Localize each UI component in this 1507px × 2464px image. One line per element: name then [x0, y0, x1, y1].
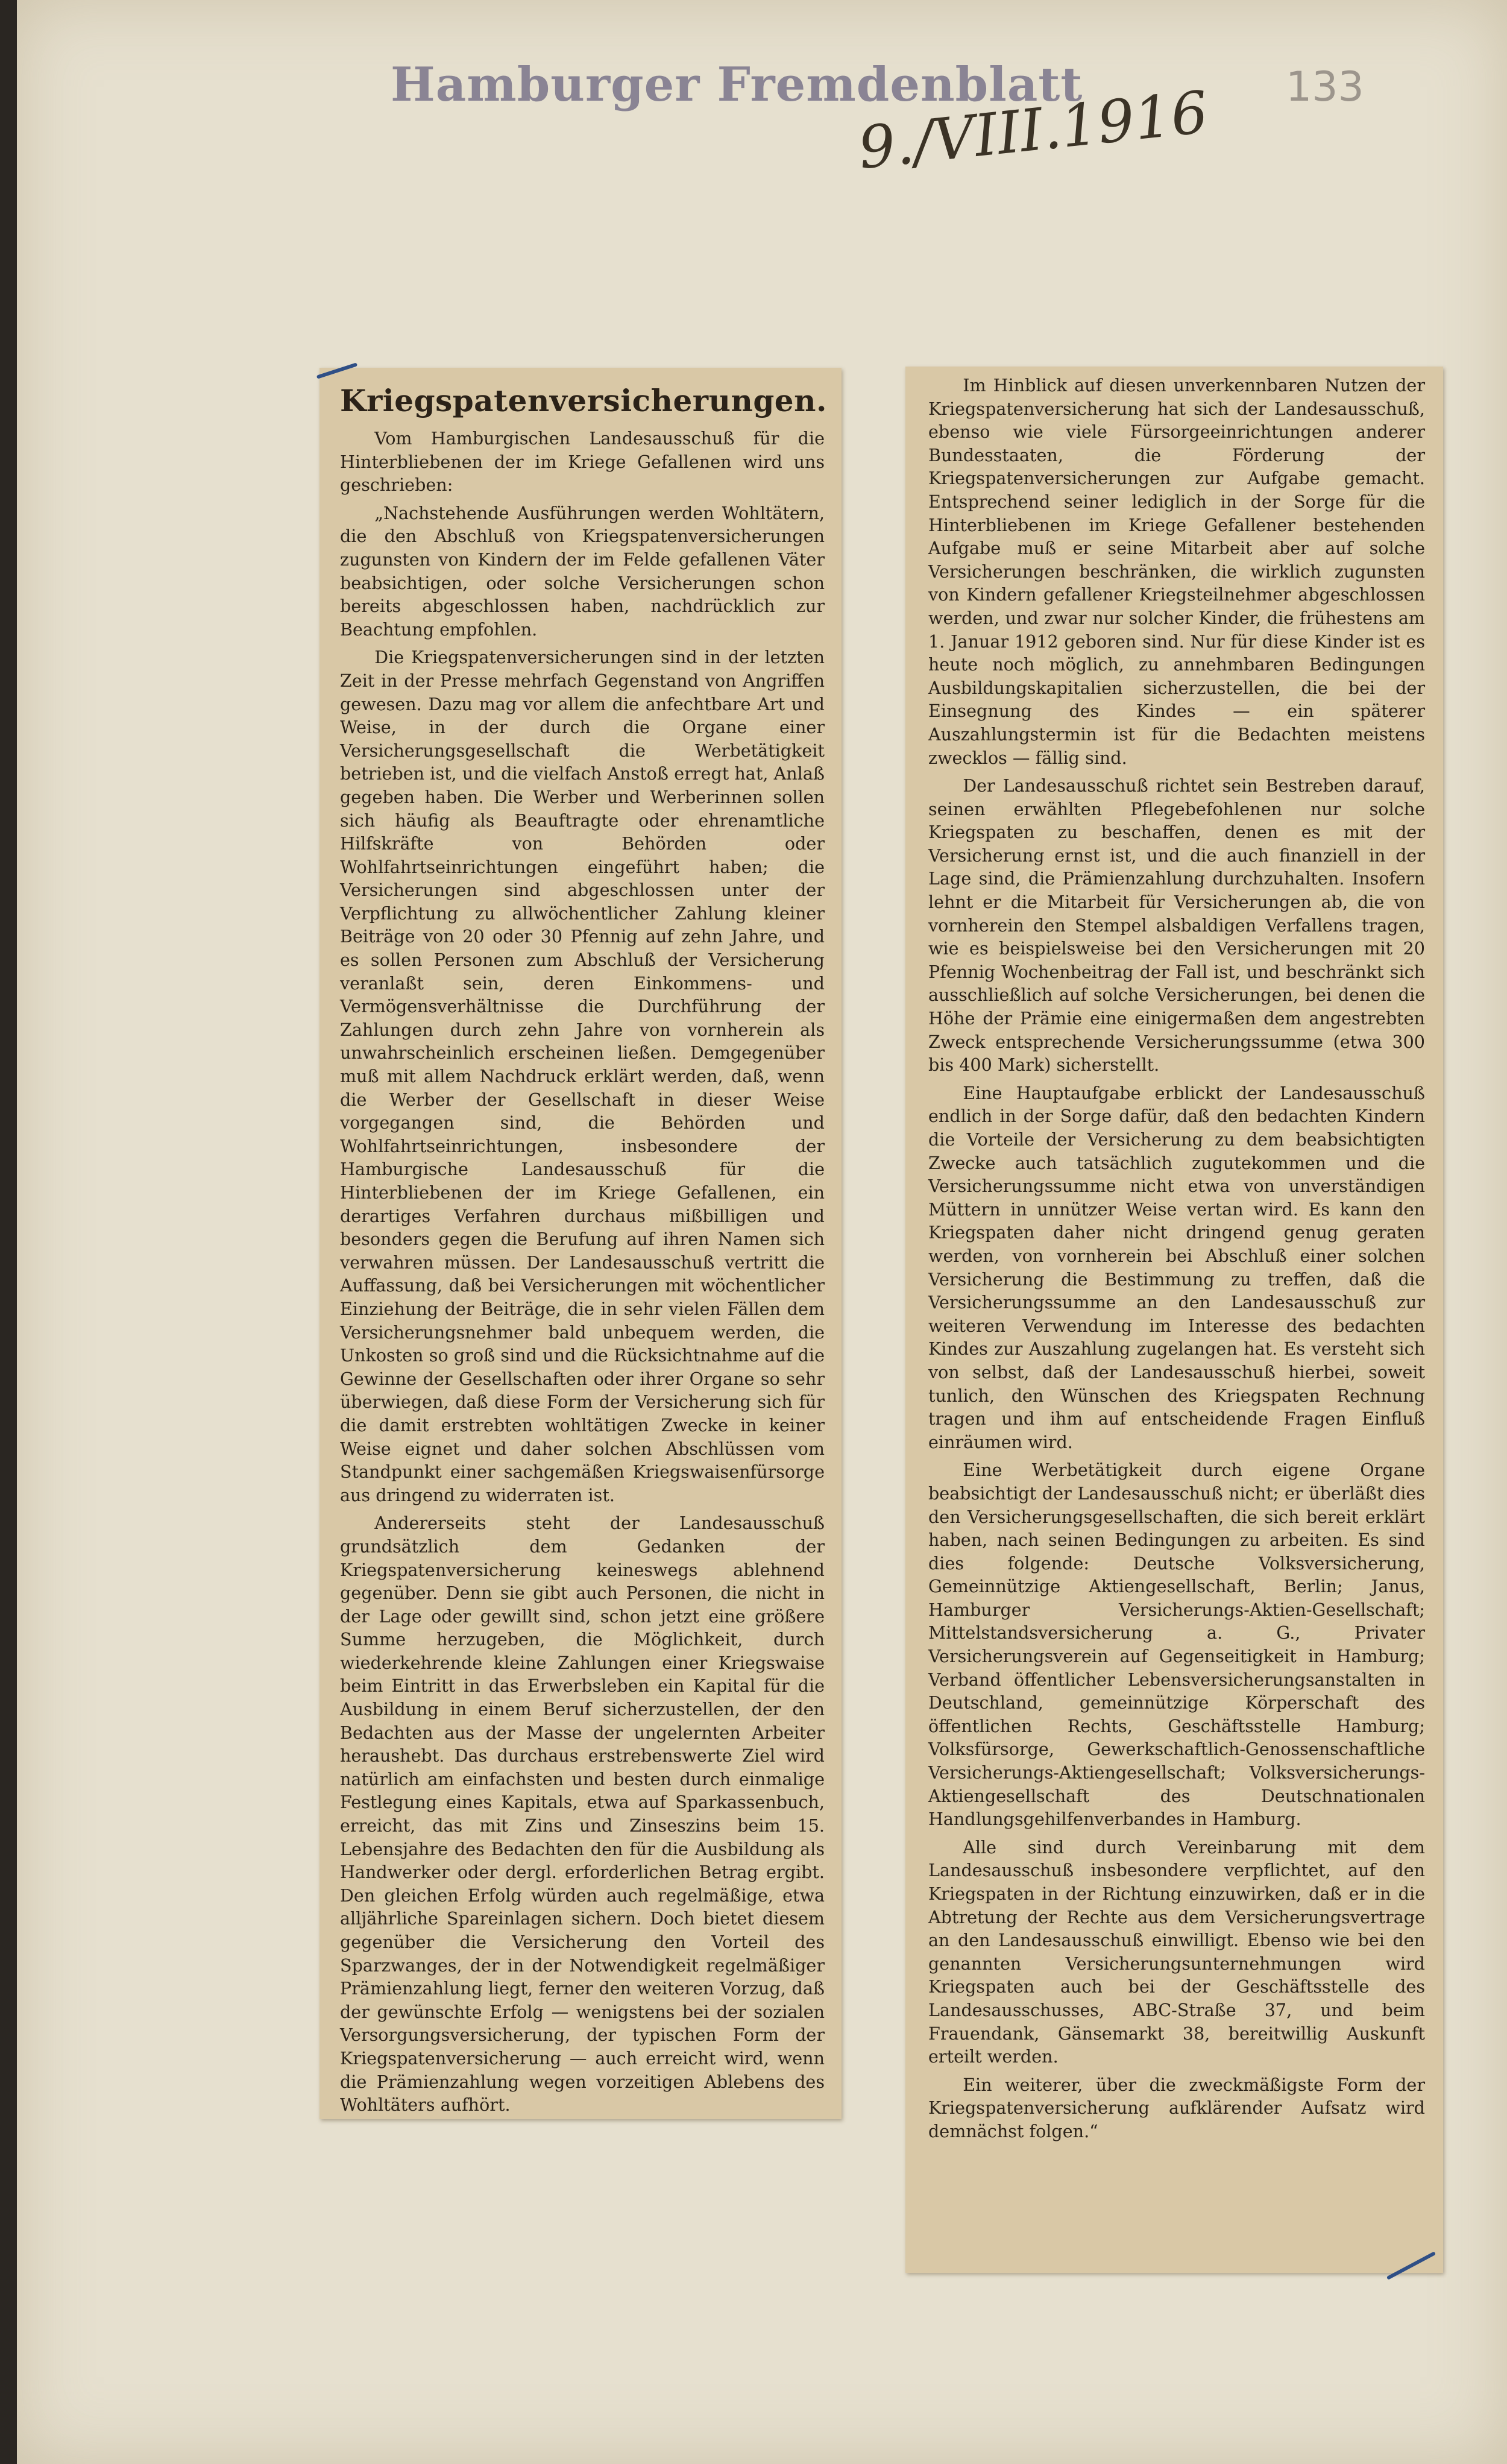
paragraph: Im Hinblick auf diesen unverkennbaren Nutzen der Kriegspatenversicherung hat sich der Landesausschuß, ebenso wie viele Fürsorgeeinrichtungen anderer Bundesstaaten, die Förderung der Kriegspatenversicherungen zur Aufgabe gemacht. Entsprechend seiner lediglich in der Sorge für die Hinterbliebenen im Kriege Gefallener bestehenden Aufgabe muß er seine Mitarbeit aber auf solche Versicherungen beschränken, die wirklich zugunsten von Kindern gefallener Kriegsteilnehmer abgeschlossen werden, und zwar nur solcher Kinder, die frühestens am 1. Januar 1912 geboren sind. Nur für diese Kinder ist es heute noch möglich, zu annehmbaren Bedingungen Ausbildungskapitalien sicherzustellen, die bei der Einsegnung des Kindes — ein späterer Auszahlungstermin ist für die Bedachten meistens zwecklos — fällig sind. [928, 375, 1425, 768]
newspaper-stamp: Hamburger Fremdenblatt [391, 57, 1083, 112]
paragraph: „Nachstehende Ausführungen werden Wohltätern, die den Abschluß von Kriegspatenversicherungen zugunsten von Kindern der im Felde gefallenen Väter beabsichtigen, oder solche Versicherungen schon bereits abgeschlossen haben, nachdrücklich zur Beachtung empfohlen. [340, 502, 825, 640]
paragraph: Alle sind durch Vereinbarung mit dem Landesausschuß insbesondere verpflichtet, auf den Kriegspaten in der Richtung einzuwirken, daß er in die Abtretung der Rechte aus dem Versicherungsvertrage an den Landesausschuß einwilligt. Ebenso wie bei den genannten Versicherungsunternehmungen wird Kriegspaten auch bei der Geschäftsstelle des Landesausschusses, ABC-Straße 37, und beim Frauendank, Gänsemarkt 38, bereitwillig Auskunft erteilt werden. [928, 1836, 1425, 2067]
article-title: Kriegspatenversicherungen. [340, 383, 827, 418]
handwritten-date: 9./VIII.1916 [855, 78, 1212, 183]
paragraph: Eine Hauptaufgabe erblickt der Landesausschuß endlich in der Sorge dafür, daß den bedachten Kindern die Vorteile der Versicherung zu dem beabsichtigten Zwecke auch tatsächlich zugutekommen und die Versicherungssumme nicht etwa von unverständigen Müttern in unnützer Weise vertan wird. Es kann den Kriegspaten daher nicht dringend genug geraten werden, von vornherein bei Abschluß einer solchen Versicherung die Bestimmung zu treffen, daß die Versicherungssumme an den Landesausschuß zur weiteren Verwendung im Interesse des bedachten Kindes zur Auszahlung zugelangen hat. Es versteht sich von selbst, daß der Landesausschuß hierbei, soweit tunlich, den Wünschen des Kriegspaten Rechnung tragen und ihm auf entscheidende Fragen Einfluß einräumen wird. [928, 1082, 1425, 1452]
paragraph: Der Landesausschuß richtet sein Bestreben darauf, seinen erwählten Pflegebefohlenen nur solche Kriegspaten zu beschaffen, denen es mit der Versicherung ernst ist, und die auch finanziell in der Lage sind, die Prämienzahlung durchzuhalten. Insofern lehnt er die Mitarbeit für Versicherungen ab, die von vornherein den Stempel alsbaldigen Verfallens tragen, wie es beispielsweise bei den Versicherungen mit 20 Pfennig Wochenbeitrag der Fall ist, und beschränkt sich ausschließlich auf solche Versicherungen, bei denen die Höhe der Prämie eine einigermaßen dem angestrebten Zweck entsprechende Versicherungssumme (etwa 300 bis 400 Mark) sicherstellt. [928, 775, 1425, 1076]
paragraph: Eine Werbetätigkeit durch eigene Organe beabsichtigt der Landesausschuß nicht; er überläßt dies den Versicherungsgesellschaften, die sich bereit erklärt haben, nach seinen Bedingungen zu arbeiten. Es sind dies folgende: Deutsche Volksversicherung, Gemeinnützige Aktiengesellschaft, Berlin; Janus, Hamburger Versicherungs-Aktien-Gesellschaft; Mittelstandsversicherung a. G., Privater Versicherungsverein auf Gegenseitigkeit in Hamburg; Verband öffentlicher Lebensversicherungsanstalten in Deutschland, gemeinnützige Körperschaft des öffentlichen Rechts, Geschäftsstelle Hamburg; Volksfürsorge, Gewerkschaftlich-Genossenschaftliche Versicherungs-Aktiengesellschaft; Volksversicherungs-Aktiengesellschaft des Deutschnationalen Handlungsgehilfenverbandes in Hamburg. [928, 1460, 1425, 1830]
paragraph: Vom Hamburgischen Landesausschuß für die Hinterbliebenen der im Kriege Gefallenen wird uns geschrieben: [340, 428, 825, 496]
clipping-right-column [905, 367, 1443, 2273]
paragraph: Ein weiterer, über die zweckmäßigste Form der Kriegspatenversicherung aufklärender Aufsatz wird demnächst folgen.“ [928, 2074, 1425, 2141]
archive-sheet [17, 0, 1507, 2464]
paragraph: Die Kriegspatenversicherungen sind in der letzten Zeit in der Presse mehrfach Gegenstand von Angriffen gewesen. Dazu mag vor allem die anfechtbare Art und Weise, in der durch die Organe einer Versicherungsgesellschaft die Werbetätigkeit betrieben ist, und die vielfach Anstoß erregt hat, Anlaß gegeben haben. Die Werber und Werberinnen sollen sich häufig als Beauftragte oder ehrenamtliche Hilfskräfte von Behörden oder Wohlfahrtseinrichtungen eingeführt haben; die Versicherungen sind abgeschlossen unter der Verpflichtung zu allwöchentlicher Zahlung kleiner Beiträge von 20 oder 30 Pfennig auf zehn Jahre, und es sollen Personen zum Abschluß der Versicherung veranlaßt sein, deren Einkommens- und Vermögensverhältnisse die Durchführung der Zahlungen durch zehn Jahre von vornherein als unwahrscheinlich erscheinen ließen. Demgegenüber muß mit allem Nachdruck erklärt werden, daß, wenn die Werber der Gesellschaft in dieser Weise vorgegangen sind, die Behörden und Wohlfahrtseinrichtungen, insbesondere der Hamburgische Landesausschuß für die Hinterbliebenen der im Kriege Gefallenen, ein derartiges Verfahren durchaus mißbilligen und besonders gegen die Berufung auf ihren Namen sich verwahren müssen. Der Landesausschuß vertritt die Auffassung, daß bei Versicherungen mit wöchentlicher Einziehung der Beiträge, die in sehr vielen Fällen dem Versicherungsnehmer bald unbequem werden, die Unkosten so groß sind und die Rücksichtnahme auf die Gewinne der Gesellschaften oder ihrer Organe so sehr überwiegen, daß diese Form der Versicherung sich für die damit erstrebten wohltätigen Zwecke in keiner Weise eignet und daher solchen Abschlüssen vom Standpunkt einer sachgemäßen Kriegswaisenfürsorge aus dringend zu widerraten ist. [340, 647, 825, 1505]
clipping-left-column [319, 368, 842, 2119]
folio-number: 133 [1286, 63, 1364, 111]
paragraph: Andererseits steht der Landesausschuß grundsätzlich dem Gedanken der Kriegspatenversicherung keineswegs ablehnend gegenüber. Denn sie gibt auch Personen, die nicht in der Lage oder gewillt sind, schon jetzt eine größere Summe herzugeben, die Möglichkeit, durch wiederkehrende kleine Zahlungen einer Kriegswaise beim Eintritt in das Erwerbsleben ein Kapital für die Ausbildung in einem Beruf sicherzustellen, der den Bedachten aus der Masse der ungelernten Arbeiter heraushebt. Das durchaus erstrebenswerte Ziel wird natürlich am einfachsten und besten durch einmalige Festlegung eines Kapitals, etwa auf Sparkassenbuch, erreicht, das mit Zins und Zinseszins beim 15. Lebensjahre des Bedachten den für die Ausbildung als Handwerker oder dergl. erforderlichen Betrag ergibt. Den gleichen Erfolg würden auch regelmäßige, etwa alljährliche Spareinlagen sichern. Doch bietet diesem gegenüber die Versicherung den Vorteil des Sparzwanges, der in der Notwendigkeit regelmäßiger Prämienzahlung liegt, ferner den weiteren Vorzug, daß der gewünschte Erfolg — wenigstens bei der sozialen Versorgungsversicherung, der typischen Form der Kriegspatenversicherung — auch erreicht wird, wenn die Prämienzahlung wegen vorzeitigen Ablebens des Wohltäters aufhört. [340, 1513, 825, 2116]
